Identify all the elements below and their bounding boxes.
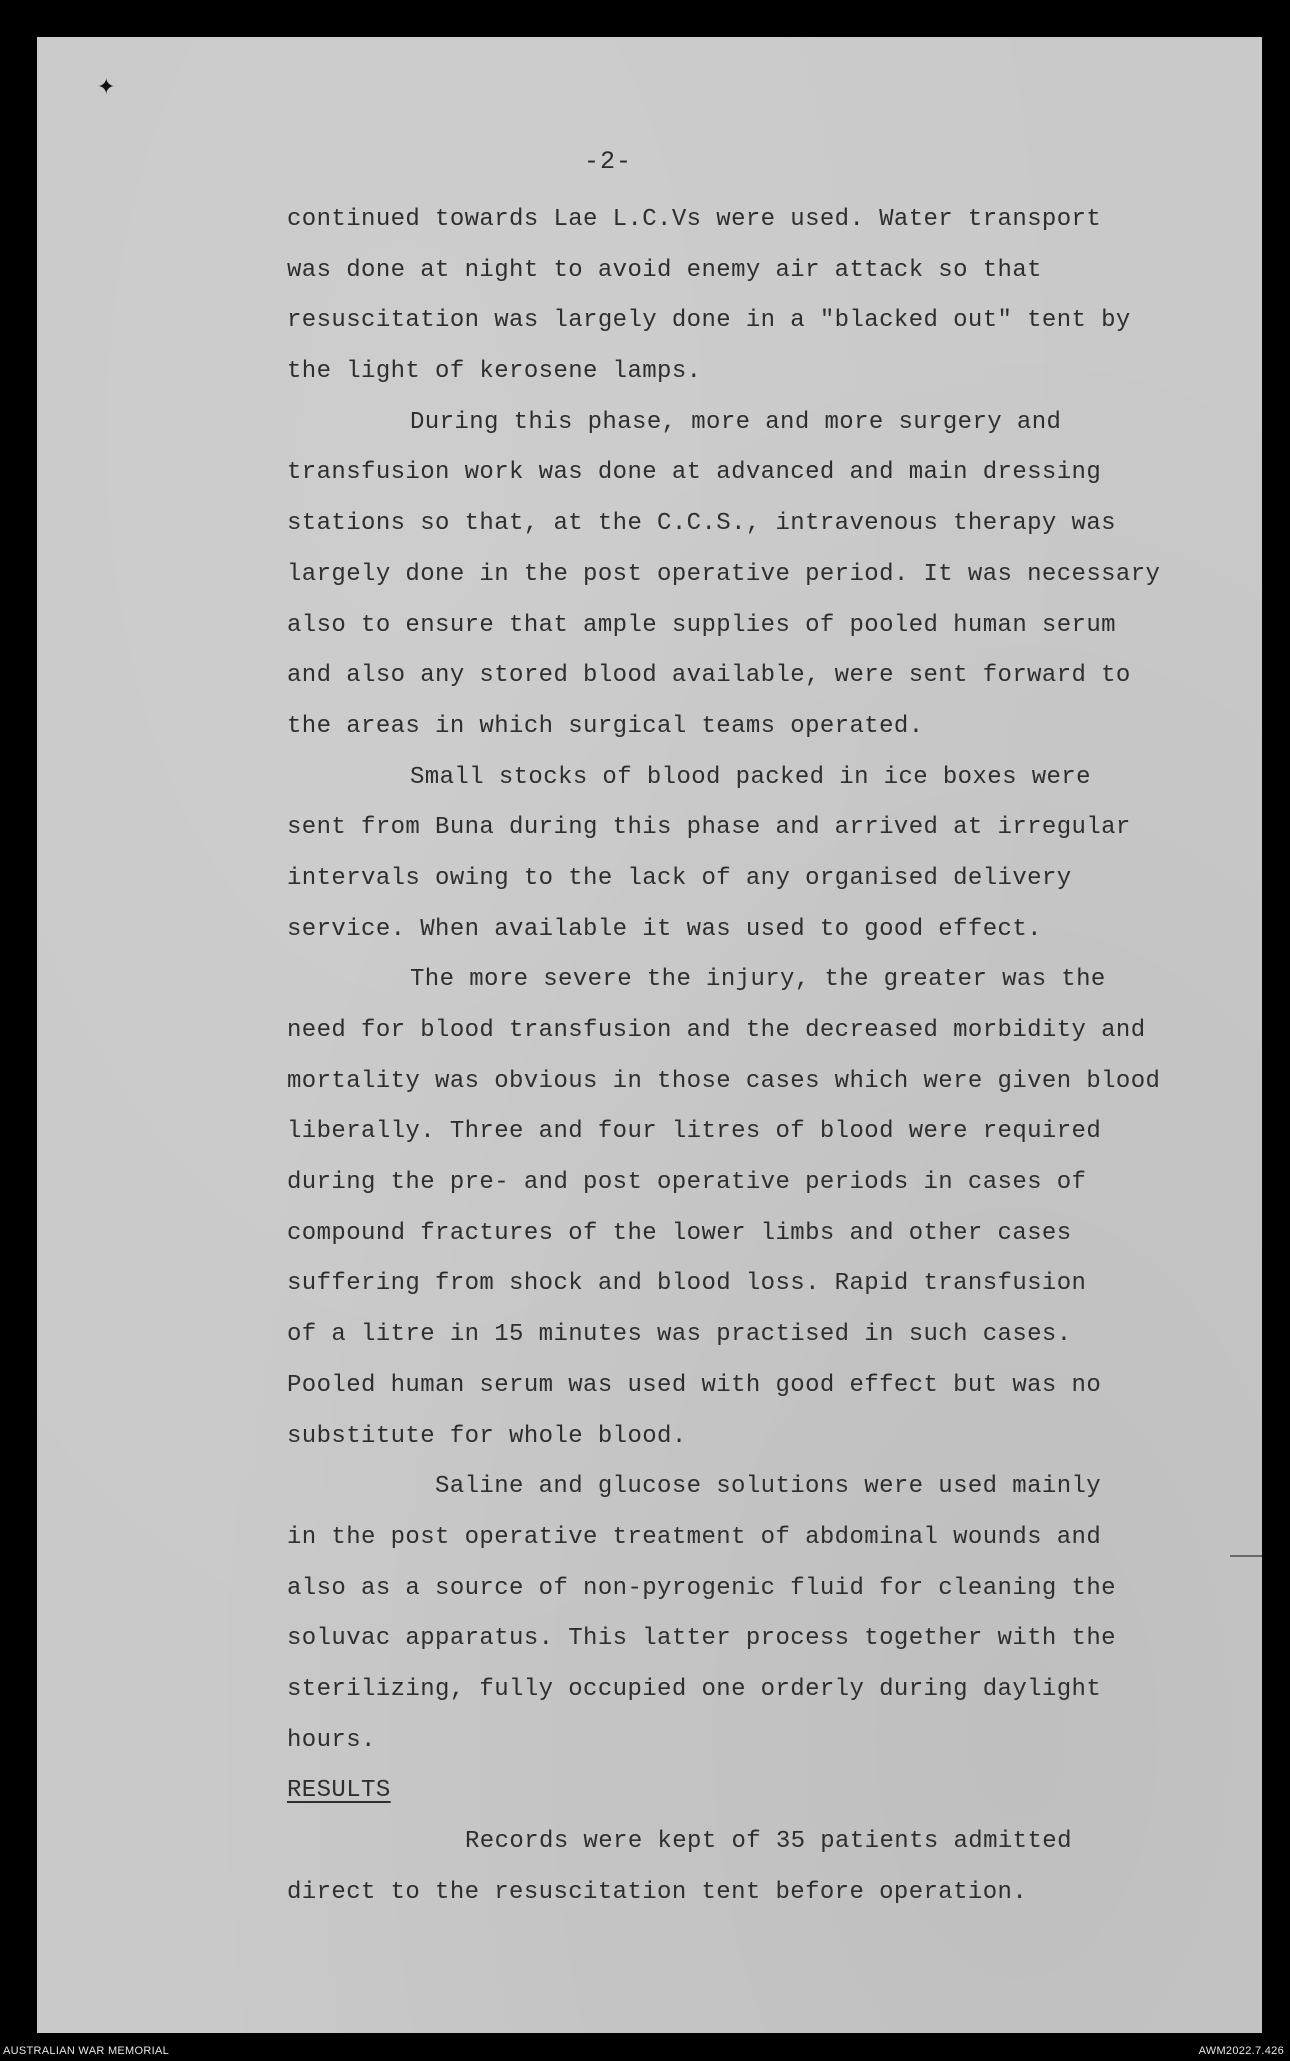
section-heading: RESULTS <box>287 1777 391 1805</box>
text-line: intervals owing to the lack of any organised delivery <box>287 864 1072 892</box>
text-line: sent from Buna during this phase and arrived at irregular <box>287 814 1131 842</box>
text-line: also to ensure that ample supplies of pooled human serum <box>287 611 1116 639</box>
text-line: transfusion work was done at advanced and main dressing <box>287 459 1102 487</box>
footer-source: AUSTRALIAN WAR MEMORIAL <box>3 2045 170 2057</box>
text-line: largely done in the post operative period. It was necessary <box>287 560 1161 588</box>
document-body <box>287 195 1267 1918</box>
text-line: in the post operative treatment of abdominal wounds and <box>287 1523 1102 1551</box>
text-line: service. When available it was used to good effect. <box>287 915 1042 943</box>
text-line: hours. <box>287 1726 376 1754</box>
document-page <box>37 37 1262 2033</box>
text-line: the light of kerosene lamps. <box>287 358 702 386</box>
text-line: Records were kept of 35 patients admitted <box>465 1828 1072 1855</box>
text-line: sterilizing, fully occupied one orderly during daylight <box>287 1675 1102 1703</box>
text-line: during the pre- and post operative periods in cases of <box>287 1169 1087 1197</box>
text-line: soluvac apparatus. This latter process together with the <box>287 1625 1116 1653</box>
page-number: -2- <box>584 147 633 176</box>
text-line: need for blood transfusion and the decreased morbidity and <box>287 1017 1146 1044</box>
text-line: Small stocks of blood packed in ice boxes were <box>410 763 1091 791</box>
text-line: liberally. Three and four litres of blood were required <box>287 1118 1102 1146</box>
text-line: was done at night to avoid enemy air attack so that <box>287 256 1042 284</box>
text-line: substitute for whole blood. <box>287 1422 687 1450</box>
text-line: suffering from shock and blood loss. Rapid transfusion <box>287 1270 1087 1298</box>
text-line: and also any stored blood available, were sent forward to <box>287 662 1131 690</box>
text-line: also as a source of non-pyrogenic fluid for cleaning the <box>287 1574 1116 1602</box>
text-line: Saline and glucose solutions were used mainly <box>435 1473 1102 1501</box>
text-line: The more severe the injury, the greater was the <box>410 966 1106 994</box>
text-line: continued towards Lae L.C.Vs were used. Water transport <box>287 206 1102 233</box>
text-line: resuscitation was largely done in a "blacked out" tent by <box>287 307 1131 335</box>
text-line: stations so that, at the C.C.S., intravenous therapy was <box>287 510 1116 538</box>
text-line: of a litre in 15 minutes was practised in such cases. <box>287 1321 1072 1349</box>
text-line: compound fractures of the lower limbs and other cases <box>287 1219 1072 1247</box>
text-line: direct to the resuscitation tent before operation. <box>287 1878 1028 1906</box>
text-line: mortality was obvious in those cases which were given blood <box>287 1067 1161 1095</box>
text-line: Pooled human serum was used with good effect but was no <box>287 1371 1102 1399</box>
ink-mark-icon: ✦ <box>97 75 116 100</box>
footer-reference: AWM2022.7.426 <box>1198 2045 1284 2057</box>
text-line: the areas in which surgical teams operated. <box>287 712 924 740</box>
text-line: During this phase, more and more surgery and <box>410 408 1062 436</box>
